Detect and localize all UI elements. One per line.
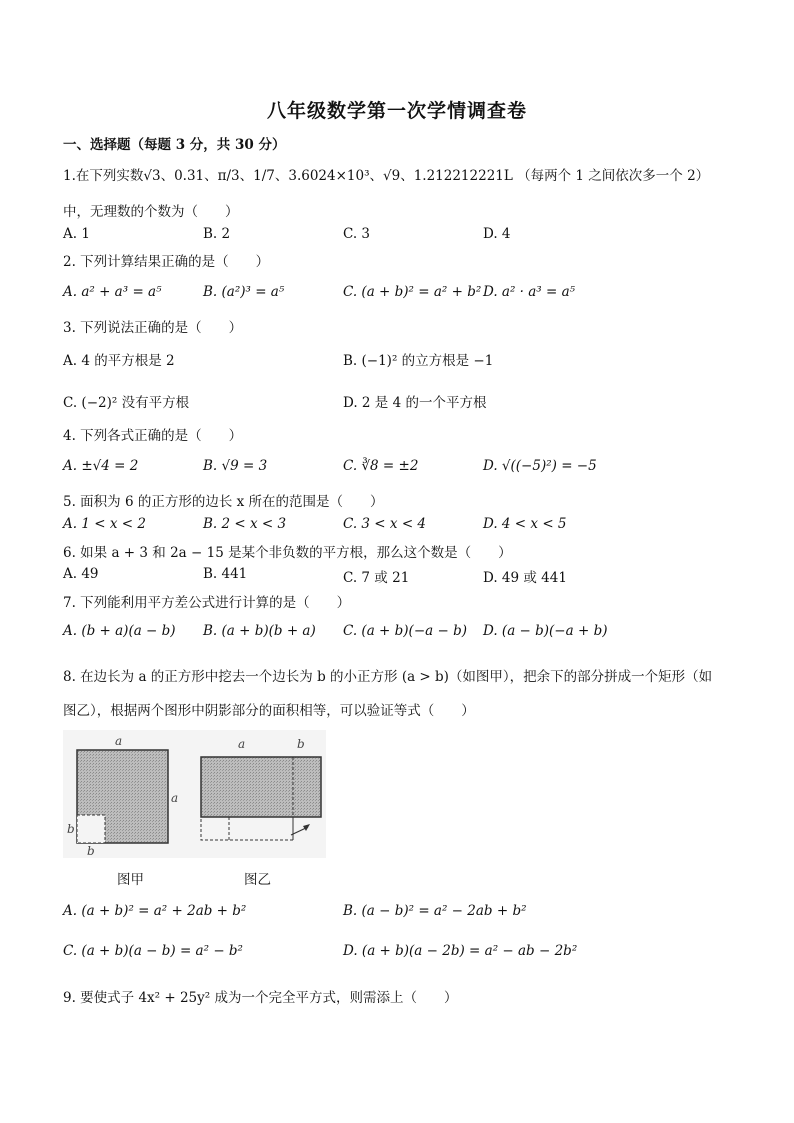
q3-option-a: A. 4 的平方根是 2 <box>63 353 175 369</box>
q8-option-a: A. (a + b)² = a² + 2ab + b² <box>63 903 247 919</box>
q6-option-d: D. 49 或 441 <box>483 570 567 586</box>
label-a-right: a <box>171 791 179 805</box>
q6-stem: 6. 如果 a + 3 和 2a − 15 是某个非负数的平方根，那么这个数是（ ） <box>63 545 512 561</box>
q8-option-c: C. (a + b)(a − b) = a² − b² <box>63 943 243 959</box>
q4-stem: 4. 下列各式正确的是（ ） <box>63 428 243 444</box>
q8-option-b: B. (a − b)² = a² − 2ab + b² <box>343 903 527 919</box>
q7-option-d: D. (a − b)(−a + b) <box>483 623 608 639</box>
label-b: b <box>297 737 305 751</box>
caption-jia: 图甲 <box>117 872 144 888</box>
q6-option-b: B. 441 <box>203 566 248 582</box>
q4-option-a: A. ±√4 = 2 <box>63 458 139 474</box>
q6-option-c: C. 7 或 21 <box>343 570 410 586</box>
q3-option-c: C. (−2)² 没有平方根 <box>63 395 190 411</box>
q2-stem: 2. 下列计算结果正确的是（ ） <box>63 254 270 270</box>
q7-option-a: A. (b + a)(a − b) <box>63 623 176 639</box>
q1-option-b: B. 2 <box>203 226 231 242</box>
label-b-bottom: b <box>87 844 95 858</box>
removed-square <box>77 815 105 843</box>
q4-option-c: C. ∛8 = ±2 <box>343 458 419 474</box>
q5-option-a: A. 1 < x < 2 <box>63 516 146 532</box>
q2-option-c: C. (a + b)² = a² + b² <box>343 284 482 300</box>
label-a-top: a <box>115 734 123 748</box>
q2-option-b: B. (a²)³ = a⁵ <box>203 284 285 300</box>
q1-option-d: D. 4 <box>483 226 511 242</box>
figure-jia <box>63 730 193 858</box>
q2-option-a: A. a² + a³ = a⁵ <box>63 284 162 300</box>
caption-yi: 图乙 <box>244 872 271 888</box>
q8-line1: 8. 在边长为 a 的正方形中挖去一个边长为 b 的小正方形 (a > b)（如图甲），把余下的部分拼成一个矩形（如 <box>63 669 713 685</box>
q1-option-c: C. 3 <box>343 226 371 242</box>
q5-stem: 5. 面积为 6 的正方形的边长 x 所在的范围是（ ） <box>63 494 384 510</box>
q3-stem: 3. 下列说法正确的是（ ） <box>63 320 243 336</box>
q7-stem: 7. 下列能利用平方差公式进行计算的是（ ） <box>63 595 351 611</box>
q3-option-d: D. 2 是 4 的一个平方根 <box>343 395 487 411</box>
section-heading: 一、选择题（每题 3 分，共 30 分） <box>63 137 286 153</box>
q4-option-b: B. √9 = 3 <box>203 458 268 474</box>
q1-line1: 1.在下列实数√3、0.31、π/3、1/7、3.6024×10³、√9、1.212212221L （每两个 1 之间依次多一个 2） <box>63 168 710 184</box>
rectangle-top <box>201 757 321 817</box>
q3-option-b: B. (−1)² 的立方根是 −1 <box>343 353 494 369</box>
q5-option-c: C. 3 < x < 4 <box>343 516 427 532</box>
q7-option-c: C. (a + b)(−a − b) <box>343 623 467 639</box>
label-a: a <box>238 737 246 751</box>
q9-stem: 9. 要使式子 4x² + 25y² 成为一个完全平方式，则需添上（ ） <box>63 990 458 1006</box>
q7-option-b: B. (a + b)(b + a) <box>203 623 316 639</box>
q1-option-a: A. 1 <box>63 226 90 242</box>
q2-option-d: D. a² · a³ = a⁵ <box>483 284 576 300</box>
figure-yi <box>193 730 326 858</box>
q8-option-d: D. (a + b)(a − 2b) = a² − ab − 2b² <box>343 943 578 959</box>
label-b-left: b <box>67 822 75 836</box>
q6-option-a: A. 49 <box>63 566 99 582</box>
q4-option-d: D. √((−5)²) = −5 <box>483 458 597 474</box>
q1-line2: 中，无理数的个数为（ ） <box>63 204 239 220</box>
q8-line2: 图乙），根据两个图形中阴影部分的面积相等，可以验证等式（ ） <box>63 703 475 719</box>
page-title: 八年级数学第一次学情调查卷 <box>266 100 527 122</box>
q5-option-b: B. 2 < x < 3 <box>203 516 287 532</box>
q5-option-d: D. 4 < x < 5 <box>483 516 567 532</box>
